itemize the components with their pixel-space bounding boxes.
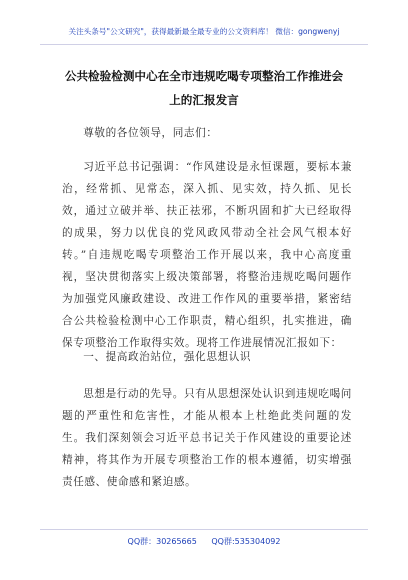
footer-qq-group-1: QQ群：30265665 — [127, 537, 197, 546]
section-heading-text: 一、提高政治站位，强化思想认识 — [83, 351, 252, 363]
paragraph-1-text: 习近平总书记强调：“作风建设是永恒课题，要标本兼治，经常抓、见常态，深入抓、见实效，持久抓、见长效，通过立破并举、扶正祛邪，不断巩固和扩大已经取得的成果，努力以优良的党风政风带动全社会风气根本好转。”自违规吃喝专项整治工作开展以来，我中心高度重视，坚决贯彻落实上级决策部署，将整治违规吃喝问题作为加强党风廉政建设、改进工作作风的重要举措，紧密结合公共检验检测中心工作职责，精心组织，扎实推进，确保专项整治工作取得实效。现将工作进展情况汇报如下： — [62, 161, 352, 349]
header-text: 关注头条号"公文研究"，获得最新最全最专业的公文资料库！ 微信：gongwenyj — [68, 27, 340, 36]
section-heading — [62, 346, 352, 368]
greeting — [62, 122, 352, 144]
header-banner — [40, 20, 368, 45]
paragraph-2-text: 思想是行动的先导。只有从思想深处认识到违规吃喝问题的严重性和危害性，才能从根本上杜绝此类问题的发生。我们深刻领会习近平总书记关于作风建设的重要论述精神，将其作为开展专项整治工作的根本遵循，切实增强责任感、使命感和紧迫感。 — [62, 388, 352, 488]
document-title: 公共检验检测中心在全市违规吃喝专项整治工作推进会上的汇报发言 — [64, 69, 344, 107]
footer-qq-group-2: QQ群:535304092 — [211, 537, 281, 546]
paragraph-2 — [62, 383, 352, 493]
paragraph-1 — [62, 156, 352, 354]
greeting-text: 尊敬的各位领导，同志们： — [83, 127, 218, 139]
footer-banner — [40, 529, 368, 554]
